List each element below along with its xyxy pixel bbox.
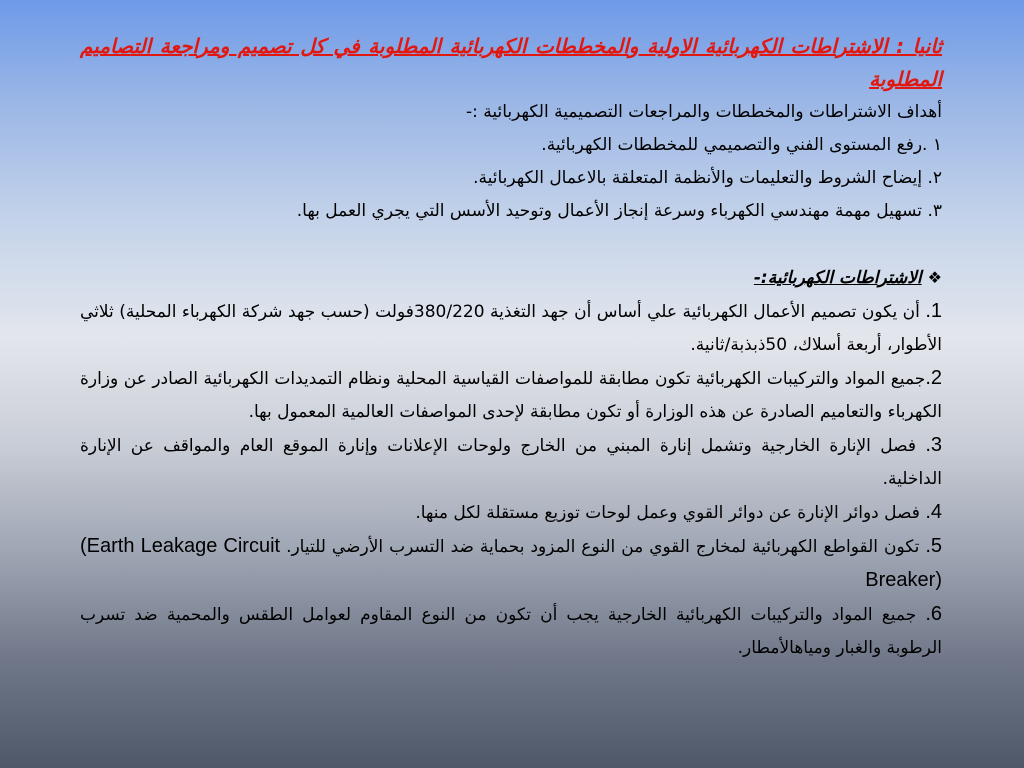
requirement-number: 4.: [925, 501, 942, 523]
requirement-number: 6.: [925, 603, 943, 625]
requirement-text: جميع المواد والتركيبات الكهربائية تكون مطابقة للمواصفات القياسية المحلية ونظام التمديدات الكهربائية الصادر عن وزارة الكهرباء والتعاميم الصادرة عن هذه الوزارة أو تكون مطابقة لإحدى المواصفات العالمية المعمول بها.: [80, 369, 942, 422]
slide-content: [80, 30, 942, 748]
spacer: [80, 228, 942, 261]
goal-item: ٢. إيضاح الشروط والتعليمات والأنظمة المتعلقة بالاعمال الكهربائية.: [473, 168, 942, 188]
requirement-item: [80, 362, 942, 429]
goal-item: ١ .رفع المستوى الفني والتصميمي للمخططات الكهربائية.: [541, 135, 942, 155]
requirement-item: [80, 496, 942, 530]
requirements-heading-text: الاشتراطات الكهربائية:-: [753, 268, 922, 288]
requirement-text: فصل دوائر الإنارة عن دوائر القوي وعمل لوحات توزيع مستقلة لكل منها.: [415, 503, 920, 523]
slide-title: ثانيا : الاشتراطات الكهربائية الاولية والمخططات الكهربائية المطلوبة في كل تصميم ومراجعة التصاميم المطلوبة: [80, 34, 942, 91]
requirement-text: جميع المواد والتركيبات الكهربائية الخارجية يجب أن تكون من النوع المقاوم لعوامل الطقس والمحمية ضد تسرب الرطوبة والغبار ومياهالأمطار.: [80, 605, 942, 658]
requirement-number: 3.: [925, 434, 942, 456]
requirement-number: 5.: [925, 535, 943, 557]
requirement-text: تكون القواطع الكهربائية لمخارج القوي من النوع المزود بحماية ضد التسرب الأرضي للتيار.: [286, 537, 920, 557]
requirement-number: 1.: [925, 300, 942, 322]
requirement-text: فصل الإنارة الخارجية وتشمل إنارة المبني من الخارج ولوحات الإعلانات وإنارة الموقع العام والمواقف عن الإنارة الداخلية.: [80, 436, 942, 489]
requirement-item: [80, 295, 942, 362]
requirement-item: [80, 429, 942, 496]
requirement-number: 2.: [925, 367, 942, 389]
goal-item: ٣. تسهيل مهمة مهندسي الكهرباء وسرعة إنجاز الأعمال وتوحيد الأسس التي يجري العمل بها.: [296, 201, 942, 221]
requirement-text: أن يكون تصميم الأعمال الكهربائية علي أساس أن جهد التغذية 380/220فولت (حسب جهد شركة الكهرباء المحلية) ثلاثي الأطوار، أربعة أسلاك، 50ذبذبة/ثانية.: [80, 302, 942, 355]
diamond-bullet-icon: ❖: [927, 268, 942, 287]
goals-heading: أهداف الاشتراطات والمخططات والمراجعات التصميمية الكهربائية :-: [466, 102, 942, 122]
requirement-item: [80, 530, 942, 598]
requirement-item: [80, 598, 942, 665]
requirement-latin-term: (Earth Leakage Circuit Breaker): [80, 535, 942, 591]
requirements-heading: [80, 261, 942, 295]
